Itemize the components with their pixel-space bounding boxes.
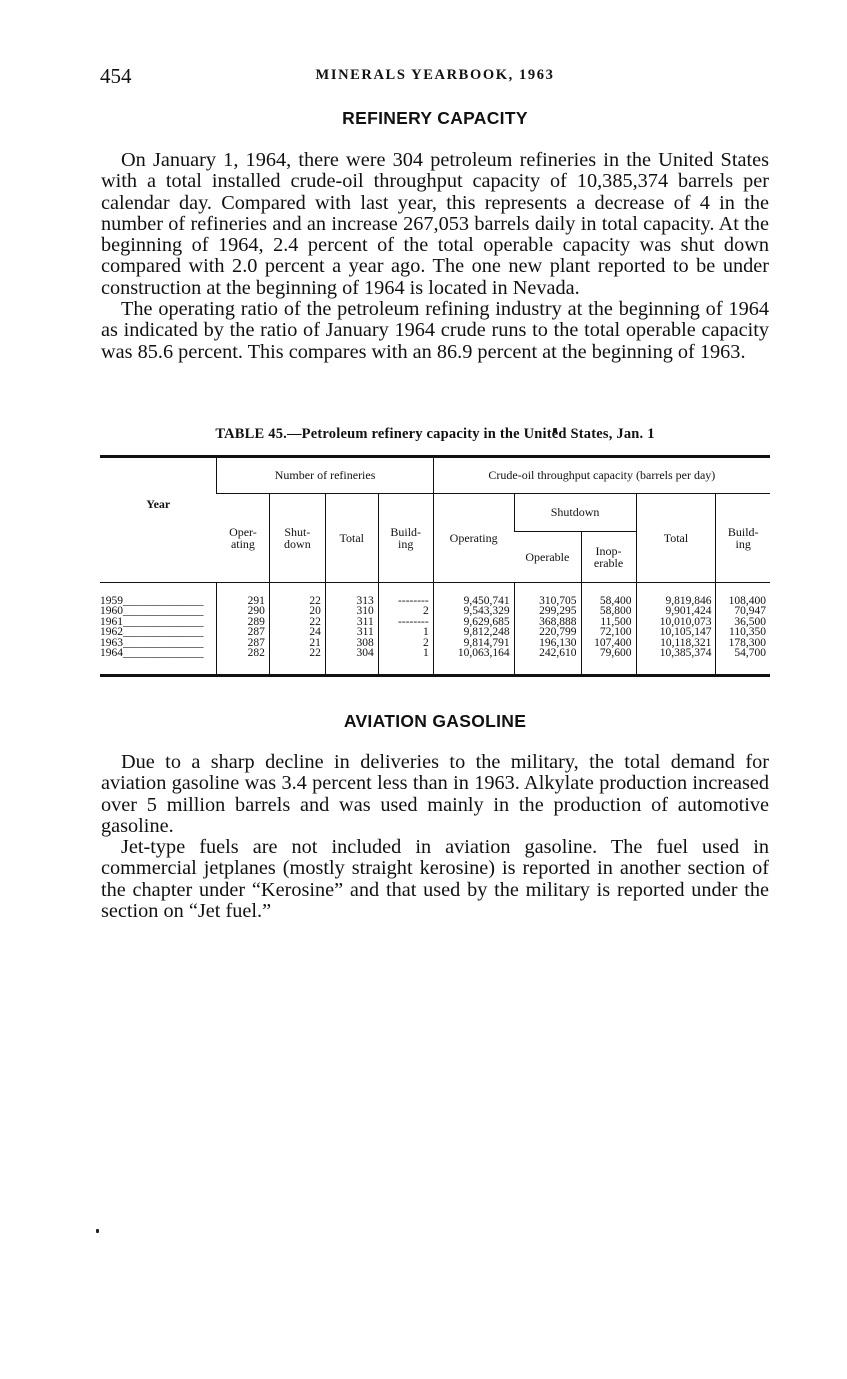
paragraph: On January 1, 1964, there were 304 petroleum refineries in the United States with a total installed crude-oil throughput capacity of 10,385,374 barrels per calendar day. Compared with last year, this represents a decrease of 4 in the number of refineries and an increase 267,053 barrels daily in total capacity. At the beginning of 1964, 2.4 percent of the total operable capacity was shut down compared with 2.0 percent a year ago. The one new plant reported to be under construction at the beginning of 1964 is located in Nevada. [101,149,769,299]
cell-building: 1 [378,648,433,676]
year-label: 1962 [100,626,123,639]
header-operating: Oper-ating [217,494,269,583]
cell-shutdown: 24 [269,627,325,637]
cell-cap-inoperable: 58,400 [581,583,636,607]
header-cap-inoperable: Inop-erable [581,532,636,583]
running-head [100,64,770,90]
cell-cap-operable: 220,799 [514,627,581,637]
table-row [100,583,770,607]
cell-cap-operable: 242,610 [514,648,581,676]
cell-total: 311 [325,617,378,627]
cell-total: 313 [325,583,378,607]
year-label: 1964 [100,647,123,660]
cell-year [100,583,217,607]
cell-building: 2 [378,606,433,616]
cell-cap-building: 36,500 [716,617,770,627]
leader-dots: ______________ [123,605,204,618]
cell-cap-operating: 9,629,685 [433,617,514,627]
cell-cap-total: 10,010,073 [636,617,716,627]
cell-cap-building: 70,947 [716,606,770,616]
table-row [100,648,770,676]
refinery-capacity-text [101,150,769,363]
year-label: 1961 [100,615,123,628]
leader-dots: ______________ [123,626,204,639]
cell-cap-building: 108,400 [716,583,770,607]
leader-dots: ______________ [123,595,204,607]
header-cap-total: Total [636,494,716,583]
cell-building: 1 [378,627,433,637]
section-heading-aviation-gasoline: AVIATION GASOLINE [343,711,527,731]
print-speck [96,1229,99,1233]
cell-cap-operating: 10,063,164 [433,648,514,676]
table-caption: TABLE 45.—Petroleum refinery capacity in the United States, Jan. 1 [215,426,655,442]
cell-cap-inoperable: 58,800 [581,606,636,616]
cell-cap-operable: 299,295 [514,606,581,616]
cell-operating: 282 [217,648,269,676]
cell-operating: 290 [217,606,269,616]
header-shutdown: Shut-down [269,494,325,583]
cell-cap-operable: 368,888 [514,617,581,627]
header-cap-shutdown: Shutdown [514,494,636,532]
cell-total: 308 [325,638,378,648]
header-cap-building: Build-ing [716,494,770,583]
cell-cap-total: 10,105,147 [636,627,716,637]
header-year: Year [100,457,217,583]
header-building: Build-ing [378,494,433,583]
cell-cap-operable: 196,130 [514,638,581,648]
cell-cap-total: 9,901,424 [636,606,716,616]
paragraph: The operating ratio of the petroleum refining industry at the beginning of 1964 as indicated by the ratio of January 1964 crude runs to the total operable capacity was 85.6 percent. This compares with an 86.9 percent at the beginning of 1963. [101,298,769,363]
leader-dots: ______________ [123,615,204,628]
cell-building: 2 [378,638,433,648]
cell-shutdown: 22 [269,648,325,676]
cell-cap-building: 178,300 [716,638,770,648]
aviation-gasoline-text [101,752,769,922]
cell-operating: 287 [217,627,269,637]
cell-cap-total: 9,819,846 [636,583,716,607]
cell-cap-inoperable: 72,100 [581,627,636,637]
cell-total: 304 [325,648,378,676]
header-total: Total [325,494,378,583]
cell-operating: 287 [217,638,269,648]
header-throughput-capacity: Crude-oil throughput capacity (barrels per day) [433,457,770,494]
leader-dots: ______________ [123,636,204,649]
leader-dots: ______________ [123,647,204,660]
paragraph: Due to a sharp decline in deliveries to the military, the total demand for aviation gasoline was 3.4 percent less than in 1963. Alkylate production increased over 5 million barrels and was used mainly in the production of automotive gasoline. [101,751,769,837]
cell-cap-total: 10,118,321 [636,638,716,648]
year-label: 1963 [100,636,123,649]
cell-building: -------- [378,583,433,607]
cell-cap-operating: 9,814,791 [433,638,514,648]
cell-cap-inoperable: 79,600 [581,648,636,676]
paragraph: Jet-type fuels are not included in aviation gasoline. The fuel used in commercial jetplanes (mostly straight kerosine) is reported in another section of the chapter under “Kerosine” and that used by the military is reported under the section on “Jet fuel.” [101,836,769,923]
header-cap-operating: Operating [433,494,514,583]
cell-operating: 289 [217,617,269,627]
cell-cap-inoperable: 11,500 [581,617,636,627]
page-number: 454 [100,64,132,88]
header-number-of-refineries: Number of refineries [217,457,433,494]
cell-shutdown: 22 [269,617,325,627]
cell-shutdown: 20 [269,606,325,616]
cell-cap-total: 10,385,374 [636,648,716,676]
cell-cap-building: 54,700 [716,648,770,676]
cell-building: -------- [378,617,433,627]
cell-cap-operable: 310,705 [514,583,581,607]
cell-cap-operating: 9,543,329 [433,606,514,616]
book-title: MINERALS YEARBOOK, 1963 [315,67,555,83]
section-heading-refinery-capacity: REFINERY CAPACITY [342,108,528,128]
cell-operating: 291 [217,583,269,607]
cell-total: 310 [325,606,378,616]
cell-shutdown: 21 [269,638,325,648]
cell-cap-inoperable: 107,400 [581,638,636,648]
cell-cap-operating: 9,812,248 [433,627,514,637]
cell-total: 311 [325,627,378,637]
cell-shutdown: 22 [269,583,325,607]
refinery-capacity-table [100,455,770,677]
year-label: 1959 [100,595,123,607]
cell-year [100,648,217,676]
cell-cap-operating: 9,450,741 [433,583,514,607]
header-cap-operable: Operable [514,532,581,583]
year-label: 1960 [100,605,123,618]
cell-cap-building: 110,350 [716,627,770,637]
